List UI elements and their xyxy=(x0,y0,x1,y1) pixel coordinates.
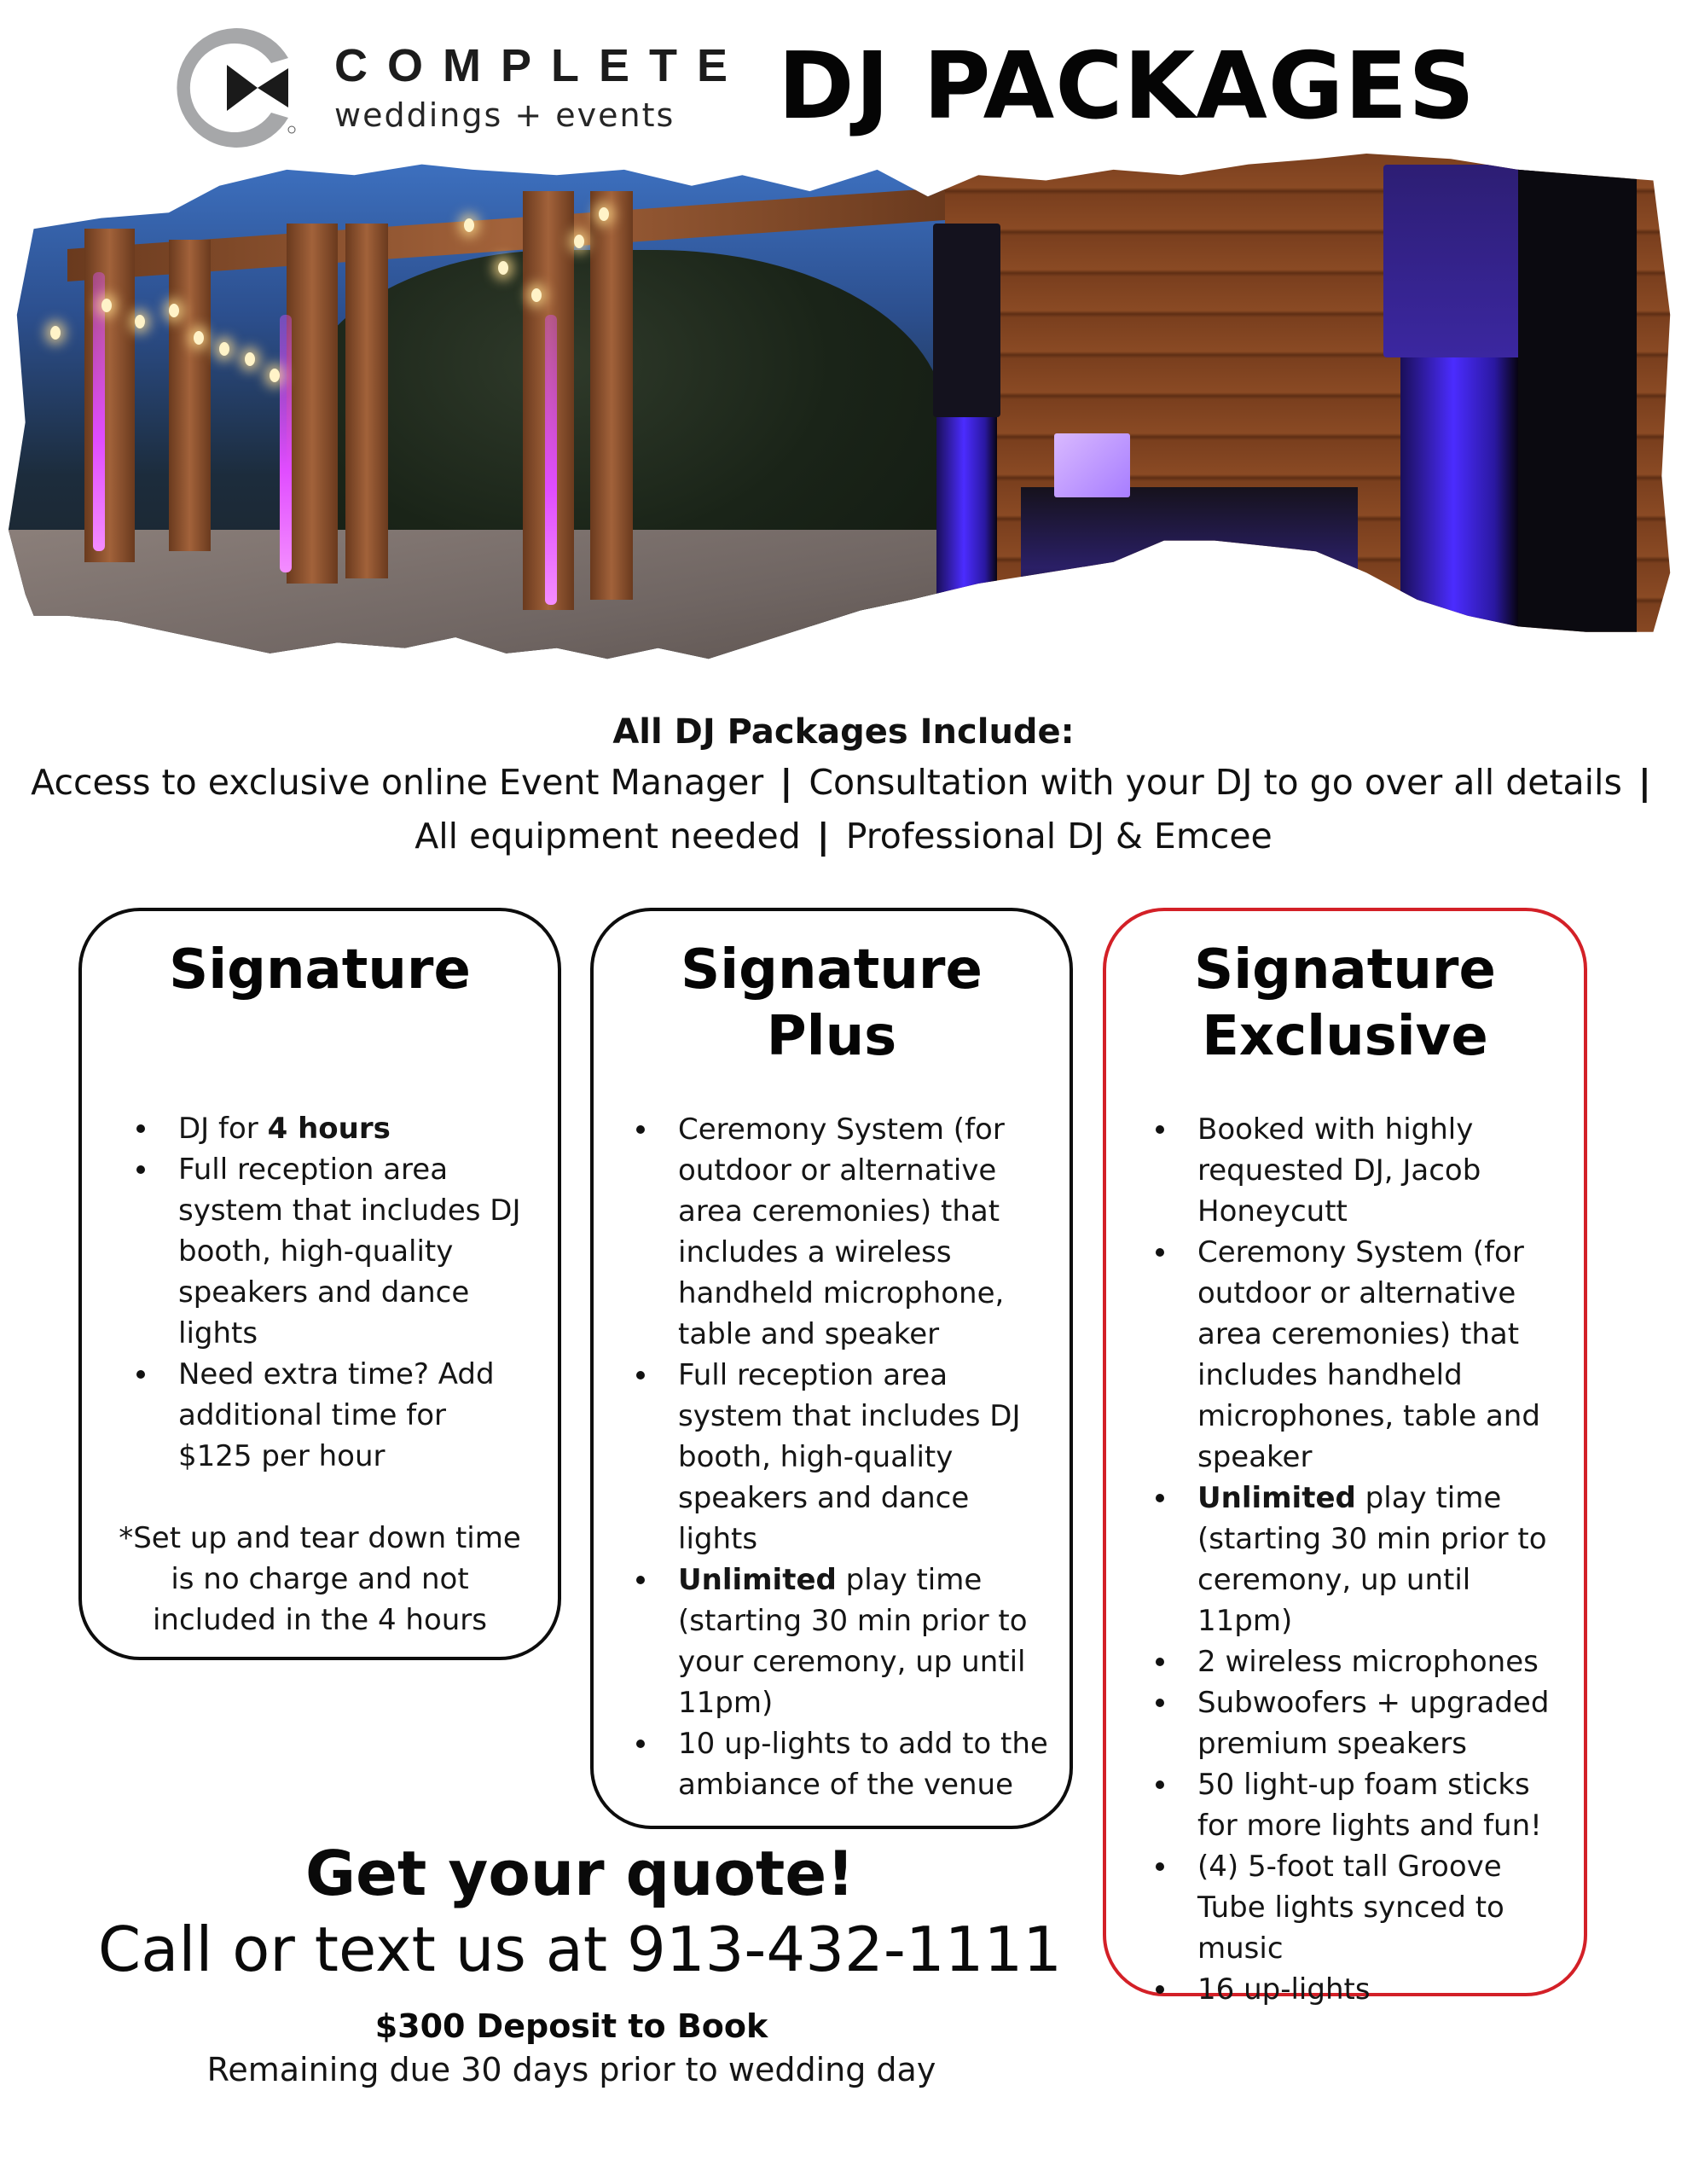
package-title xyxy=(82,937,558,1003)
package-note: *Set up and tear down time is no charge and not included in the 4 hours xyxy=(119,1521,521,1637)
package-title xyxy=(594,937,1070,1070)
separator: | xyxy=(816,816,830,857)
feature-item: Full reception area system that includes DJ booth, high-quality speakers and dance lights xyxy=(125,1149,524,1354)
feature-item: DJ for 4 hours xyxy=(125,1108,524,1149)
feature-item: Subwoofers + upgraded premium speakers xyxy=(1144,1682,1572,1764)
separator: | xyxy=(780,762,793,803)
package-title-line2: Exclusive xyxy=(1202,1005,1488,1068)
feature-item: 10 up-lights to add to the ambiance of the venue xyxy=(624,1723,1052,1805)
includes-title: All DJ Packages Include: xyxy=(612,712,1075,752)
includes-line-2 xyxy=(0,810,1687,863)
quote-cta xyxy=(85,1836,1075,1988)
brand-tagline: weddings + events xyxy=(334,96,675,134)
deposit-info xyxy=(85,2005,1058,2092)
cta-title: Get your quote! xyxy=(305,1838,855,1909)
separator: | xyxy=(1638,762,1651,803)
package-title-line2: Plus xyxy=(766,1005,897,1068)
feature-item: Ceremony System (for outdoor or alternative area ceremonies) that includes handheld microphones, table and speaker xyxy=(1144,1232,1572,1478)
feature-list xyxy=(624,1109,1052,1805)
feature-item: Full reception area system that includes DJ booth, high-quality speakers and dance lights xyxy=(624,1355,1052,1560)
page-title: DJ PACKAGES xyxy=(778,33,1475,140)
include-item: Consultation with your DJ to go over all details xyxy=(809,762,1622,803)
include-item: Access to exclusive online Event Manager xyxy=(31,762,764,803)
brand-logo-mark xyxy=(162,24,305,152)
feature-item: (4) 5-foot tall Groove Tube lights synced to music xyxy=(1144,1846,1572,1969)
deposit-note: Remaining due 30 days prior to wedding day xyxy=(206,2051,936,2088)
hero-photo xyxy=(0,154,1687,691)
package-title-line1: Signature xyxy=(681,938,983,1002)
package-title xyxy=(1106,937,1584,1070)
includes-section xyxy=(0,708,1687,863)
feature-item: Unlimited play time (starting 30 min prior to ceremony, up until 11pm) xyxy=(1144,1478,1572,1641)
package-card-signature xyxy=(78,908,561,1660)
feature-list xyxy=(1144,1109,1572,2010)
feature-list xyxy=(125,1108,524,1477)
package-title-line1: Signature xyxy=(1194,938,1496,1002)
feature-item: 50 light-up foam sticks for more lights and fun! xyxy=(1144,1764,1572,1846)
includes-line-1 xyxy=(0,756,1687,810)
bowtie-play-icon xyxy=(162,24,305,152)
include-item: Professional DJ & Emcee xyxy=(845,816,1272,857)
include-item: All equipment needed xyxy=(415,816,801,857)
deposit-title: $300 Deposit to Book xyxy=(374,2007,768,2045)
feature-item: Unlimited play time (starting 30 min prior to your ceremony, up until 11pm) xyxy=(624,1560,1052,1723)
feature-item: 2 wireless microphones xyxy=(1144,1641,1572,1682)
feature-item: Booked with highly requested DJ, Jacob Honeycutt xyxy=(1144,1109,1572,1232)
package-title-line1: Signature xyxy=(169,938,471,1002)
brand-wordmark xyxy=(334,40,748,134)
feature-item: Ceremony System (for outdoor or alternative area ceremonies) that includes a wireless handheld microphone, table and speaker xyxy=(624,1109,1052,1355)
feature-item: 16 up-lights xyxy=(1144,1969,1572,2010)
photo-patio-floor xyxy=(0,530,945,691)
brand-name: COMPLETE xyxy=(334,40,748,91)
package-card-signature-plus xyxy=(590,908,1073,1829)
feature-item: Need extra time? Add additional time for $125 per hour xyxy=(125,1354,524,1477)
package-card-signature-exclusive xyxy=(1103,908,1587,2007)
cta-phone-line[interactable]: Call or text us at 913-432-1111 xyxy=(97,1914,1063,1985)
